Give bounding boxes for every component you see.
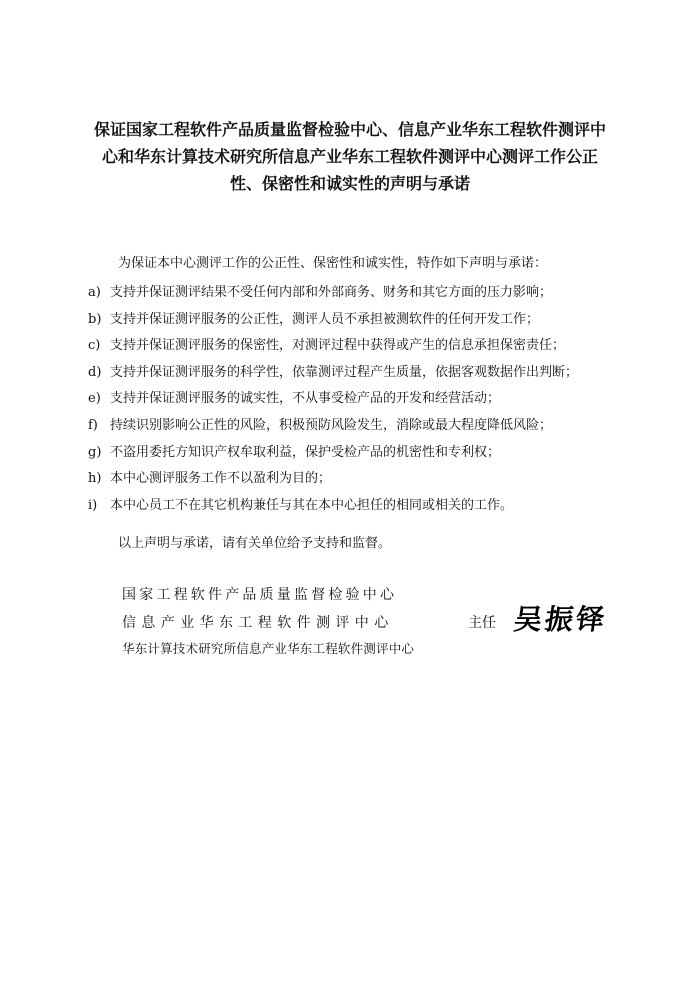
list-marker: f) xyxy=(88,417,98,433)
title-line-2: 心和华东计算技术研究所信息产业华东工程软件测评中心测评工作公正 xyxy=(101,147,598,166)
list-item-text: 不盗用委托方知识产权牟取利益，保护受检产品的机密性和专利权； xyxy=(110,444,501,460)
list-item-text: 支持并保证测评服务的公正性，测评人员不承担被测软件的任何开发工作； xyxy=(110,311,540,327)
document-title xyxy=(76,116,624,197)
list-marker: h) xyxy=(88,471,102,487)
closing-paragraph: 以上声明与承诺，请有关单位给予支持和监督。 xyxy=(118,536,392,551)
list-marker: i) xyxy=(88,497,98,513)
list-marker: d) xyxy=(88,364,102,380)
list-item xyxy=(88,390,578,417)
list-marker: e) xyxy=(88,391,101,407)
title-line-1: 保证国家工程软件产品质量监督检验中心、信息产业华东工程软件测评中 xyxy=(93,120,606,139)
list-item xyxy=(88,337,578,364)
list-item-text: 支持并保证测评服务的诚实性，不从事受检产品的开发和经营活动； xyxy=(110,391,501,407)
title-line-3: 性、保密性和诚实性的声明与承诺 xyxy=(229,174,470,193)
list-item xyxy=(88,417,578,444)
director-signature: 吴振铎 xyxy=(511,603,610,636)
list-marker: b) xyxy=(88,311,102,327)
director-title: 主任 xyxy=(468,615,496,631)
list-item-text: 支持并保证测评服务的科学性，依靠测评过程产生质量，依据客观数据作出判断； xyxy=(110,364,579,380)
list-item xyxy=(88,497,578,524)
list-item-text: 本中心员工不在其它机构兼任与其在本中心担任的相同或相关的工作。 xyxy=(110,497,514,513)
list-item-text: 本中心测评服务工作不以盈利为目的； xyxy=(110,471,332,487)
signatory-org-1: 国家工程软件产品质量监督检验中心 xyxy=(122,587,398,603)
list-item-text: 支持并保证测评结果不受任何内部和外部商务、财务和其它方面的压力影响； xyxy=(110,285,553,300)
list-marker: g) xyxy=(88,444,102,460)
list-marker: c) xyxy=(88,338,101,354)
list-item-text: 持续识别影响公正性的风险，积极预防风险发生，消除或最大程度降低风险； xyxy=(110,417,553,433)
list-item xyxy=(88,470,578,497)
signatory-org-2: 信息产业华东工程软件测评中心 xyxy=(122,615,394,631)
commitment-list xyxy=(88,284,578,523)
list-item-text: 支持并保证测评服务的保密性，对测评过程中获得或产生的信息承担保密责任； xyxy=(110,338,566,354)
list-item xyxy=(88,444,578,471)
list-item xyxy=(88,364,578,391)
signatory-org-3: 华东计算技术研究所信息产业华东工程软件测评中心 xyxy=(122,641,415,656)
list-item xyxy=(88,284,578,311)
list-item xyxy=(88,311,578,338)
intro-paragraph: 为保证本中心测评工作的公正性、保密性和诚实性，特作如下声明与承诺： xyxy=(118,256,548,271)
list-marker: a) xyxy=(88,285,101,300)
